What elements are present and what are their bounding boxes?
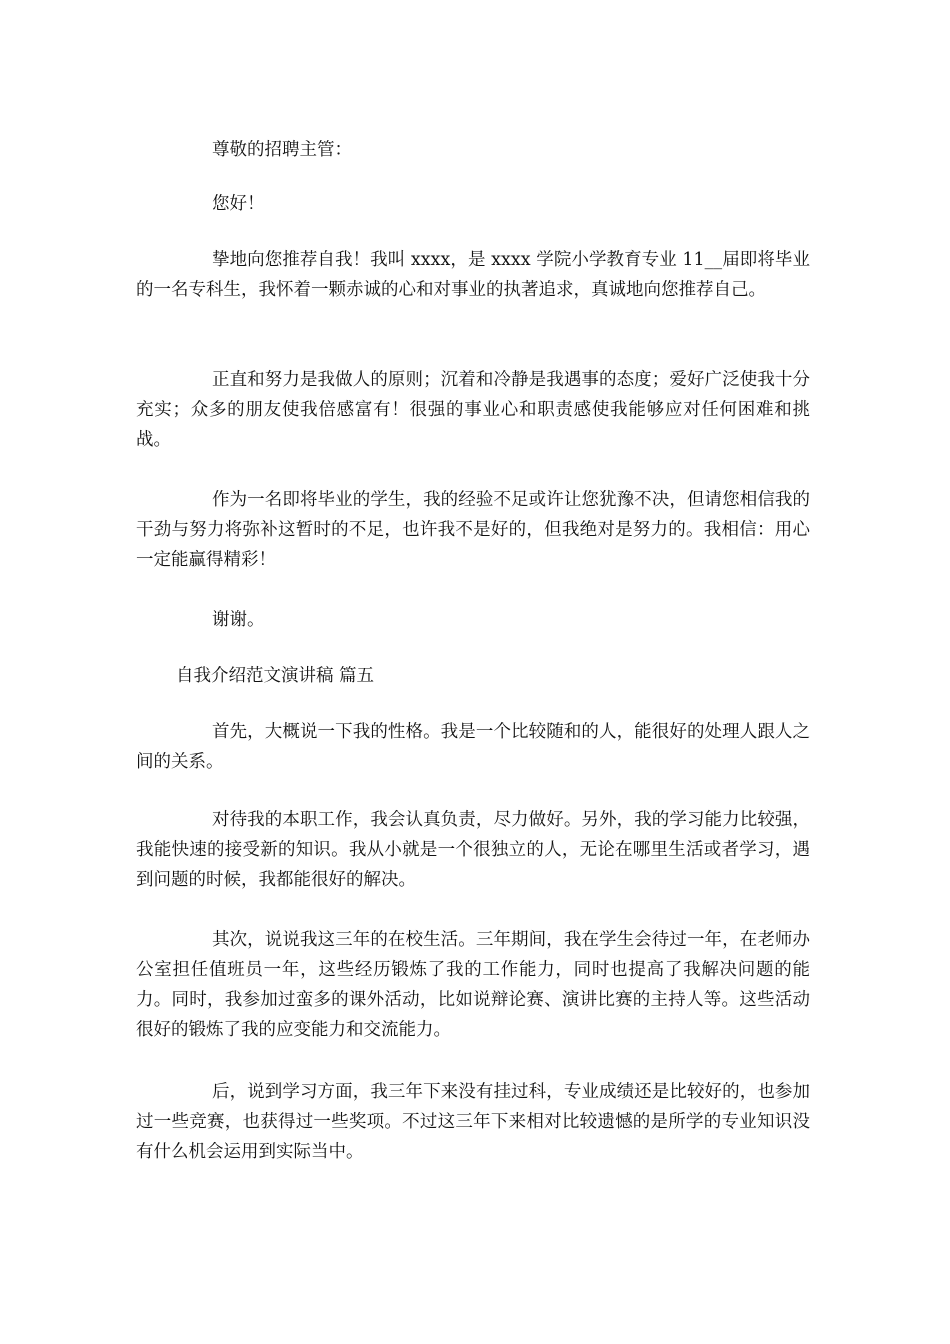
paragraph-recommend: 挚地向您推荐自我！我叫 xxxx，是 xxxx 学院小学教育专业 11__届即将毕业的一名专科生，我怀着一颗赤诚的心和对事业的执著追求，真诚地向您推荐自己。 bbox=[136, 250, 810, 300]
paragraph-personality: 首先，大概说一下我的性格。我是一个比较随和的人，能很好的处理人跟人之间的关系。 bbox=[136, 722, 810, 772]
paragraph-study: 后，说到学习方面，我三年下来没有挂过科，专业成绩还是比较好的，也参加过一些竞赛，也获得过一些奖项。不过这三年下来相对比较遗憾的是所学的专业知识没有什么机会运用到实际当中。 bbox=[136, 1082, 810, 1162]
paragraph-experience: 作为一名即将毕业的学生，我的经验不足或许让您犹豫不决，但请您相信我的干劲与努力将弥补这暂时的不足，也许我不是好的，但我绝对是努力的。我相信：用心一定能赢得精彩！ bbox=[136, 490, 810, 570]
thanks-line: 谢谢。 bbox=[212, 610, 265, 630]
paragraph-work-attitude: 对待我的本职工作，我会认真负责，尽力做好。另外，我的学习能力比较强，我能快速的接受新的知识。我从小就是一个很独立的人，无论在哪里生活或者学习，遇到问题的时候，我都能很好的解决。 bbox=[136, 810, 810, 890]
hello-line: 您好！ bbox=[212, 194, 265, 214]
greeting-line: 尊敬的招聘主管： bbox=[212, 140, 352, 160]
paragraph-campus-life: 其次，说说我这三年的在校生活。三年期间，我在学生会待过一年，在老师办公室担任值班员一年，这些经历锻炼了我的工作能力，同时也提高了我解决问题的能力。同时，我参加过蛮多的课外活动，比如说辩论赛、演讲比赛的主持人等。这些活动很好的锻炼了我的应变能力和交流能力。 bbox=[136, 930, 810, 1040]
section-title: 自我介绍范文演讲稿 篇五 bbox=[176, 666, 375, 686]
paragraph-principles: 正直和努力是我做人的原则；沉着和冷静是我遇事的态度；爱好广泛使我十分充实；众多的朋友使我倍感富有！很强的事业心和职责感使我能够应对任何困难和挑战。 bbox=[136, 370, 810, 450]
